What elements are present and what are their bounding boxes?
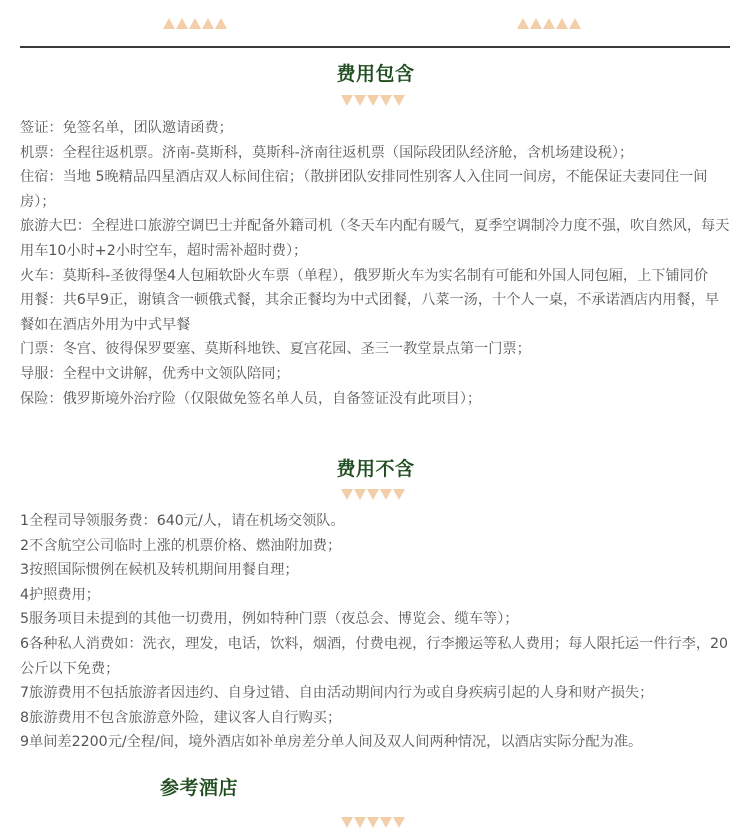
triangle-icon [215, 18, 227, 29]
divider-line [20, 46, 730, 48]
excluded-item: 9单间差2200元/全程/间，境外酒店如补单房差分单人间及双人间两种情况，以酒店实际分配为准。 [20, 734, 643, 751]
triangle-icon [176, 18, 188, 29]
hotel-heading: 参考酒店 [160, 777, 239, 799]
triangle-icon [354, 817, 366, 828]
excluded-item: 5服务项目未提到的其他一切费用，例如特种门票（夜总会、博览会、缆车等）； [20, 611, 519, 628]
hotel-triangles [341, 817, 405, 828]
included-heading: 费用包含 [336, 63, 415, 85]
excluded-item: 3按照国际惯例在候机及转机期间用餐自理； [20, 562, 299, 579]
included-list [20, 116, 732, 411]
excluded-item: 6各种私人消费如：洗衣，理发，电话，饮料，烟酒，付费电视，行李搬运等私人费用；每人限托运一件行李，20 公斤以下免费； [20, 635, 729, 677]
triangle-icon [367, 489, 379, 500]
triangle-icon [380, 489, 392, 500]
included-item: 机票：全程往返机票。济南-莫斯科，莫斯科-济南往返机票（国际段团队经济舱，含机场建设税）； [20, 144, 634, 161]
triangle-icon [367, 817, 379, 828]
triangle-icon [569, 18, 581, 29]
included-item: 火车：莫斯科-圣彼得堡4人包厢软卧火车票（单程），俄罗斯火车为实名制有可能和外国人同包厢，上下铺同价 [20, 267, 709, 284]
top-right-triangles [517, 18, 581, 29]
included-item: 旅游大巴：全程进口旅游空调巴士并配备外籍司机（冬天车内配有暖气，夏季空调制冷力度不强，吹自然风，每天用车10小时+2小时空车，超时需补超时费）； [20, 218, 730, 259]
triangle-icon [189, 18, 201, 29]
triangle-icon [393, 95, 405, 106]
triangle-icon [380, 817, 392, 828]
triangle-icon [163, 18, 175, 29]
excluded-item: 4护照费用； [20, 586, 100, 603]
triangle-icon [354, 489, 366, 500]
triangle-icon [530, 18, 542, 29]
triangle-icon [517, 18, 529, 29]
triangle-icon [543, 18, 555, 29]
triangle-icon [367, 95, 379, 106]
triangle-icon [393, 817, 405, 828]
excluded-heading: 费用不含 [336, 458, 415, 480]
triangle-icon [380, 95, 392, 106]
included-item: 导服：全程中文讲解，优秀中文领队陪同； [20, 365, 290, 382]
included-triangles [341, 95, 405, 106]
excluded-list [20, 509, 732, 755]
triangle-icon [202, 18, 214, 29]
excluded-item: 1全程司导领服务费：640元/人，请在机场交领队。 [20, 513, 345, 529]
top-left-triangles [163, 18, 227, 29]
excluded-item: 8旅游费用不包含旅游意外险，建议客人自行购买； [20, 709, 342, 726]
triangle-icon [393, 489, 405, 500]
triangle-icon [341, 489, 353, 500]
triangle-icon [341, 817, 353, 828]
included-item: 保险：俄罗斯境外治疗险（仅限做免签名单人员，自备签证没有此项目）； [20, 390, 482, 407]
included-item: 用餐：共6早9正，谢镇含一顿俄式餐，其余正餐均为中式团餐，八菜一汤，十个人一桌，不承诺酒店内用餐，早餐如在酒店外用为中式早餐 [20, 292, 720, 333]
included-item: 住宿：当地 5晚精品四星酒店双人标间住宿；（散拼团队安排同性别客人入住同一间房，不能保证夫妻同住一间房）； [20, 169, 708, 210]
triangle-icon [354, 95, 366, 106]
excluded-item: 2不含航空公司临时上涨的机票价格、燃油附加费； [20, 537, 342, 554]
excluded-triangles [341, 489, 405, 500]
excluded-item: 7旅游费用不包括旅游者因违约、自身过错、自由活动期间内行为或自身疾病引起的人身和财产损失； [20, 685, 654, 702]
included-item: 签证：免签名单，团队邀请函费； [20, 120, 233, 136]
included-item: 门票：冬宫、彼得保罗要塞、莫斯科地铁、夏宫花园、圣三一教堂景点第一门票； [20, 341, 531, 358]
triangle-icon [341, 95, 353, 106]
triangle-icon [556, 18, 568, 29]
